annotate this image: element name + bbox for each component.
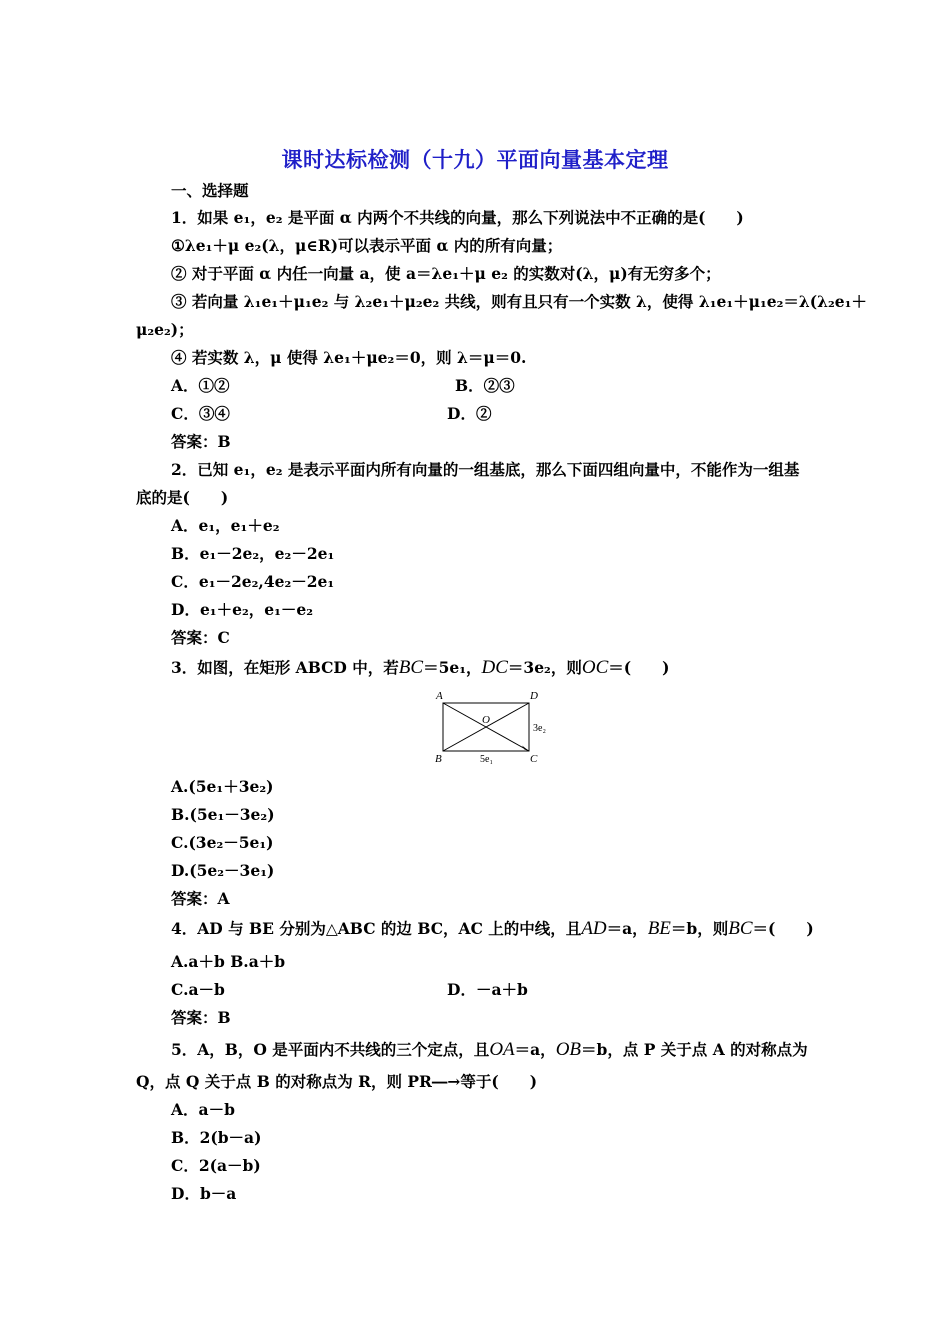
q4-option-d: D．－a＋b xyxy=(447,980,528,999)
label-3e2: 3e₂ xyxy=(533,723,546,734)
q3-option-a: A.(5e₁＋3e₂) xyxy=(171,777,274,796)
vector-oa: OA xyxy=(489,1039,515,1060)
label-d: D xyxy=(530,690,538,702)
q5-stem-part-3: ＝b，点 P 关于点 A 的对称点为 xyxy=(581,1040,808,1059)
q4-option-c: C.a－b xyxy=(171,980,225,999)
q1-option-b: B．②③ xyxy=(455,376,515,395)
q3-stem-part-4: ＝( ) xyxy=(608,658,670,677)
vector-oc: OC xyxy=(581,657,609,678)
section-heading: 一、选择题 xyxy=(171,182,249,200)
rectangle-figure xyxy=(430,685,570,770)
q5-stem-part-2: ＝a， xyxy=(514,1040,556,1059)
q1-answer: 答案：B xyxy=(171,432,231,451)
label-5e1: 5e₁ xyxy=(480,754,493,765)
q1-option-a: A．①② xyxy=(171,376,230,395)
q4-stem-part-4: ＝( ) xyxy=(752,919,814,938)
vector-ad: AD xyxy=(581,918,607,939)
page-title: 课时达标检测（十九）平面向量基本定理 xyxy=(281,148,669,172)
q5-stem xyxy=(171,1039,808,1061)
q4-stem-part-3: ＝b，则 xyxy=(670,919,729,938)
q2-option-b: B．e₁－2e₂，e₂－2e₁ xyxy=(171,544,335,563)
q3-stem-part-1: 3．如图，在矩形 ABCD 中，若 xyxy=(171,658,399,677)
q5-option-b: B．2(b－a) xyxy=(171,1128,262,1147)
q1-statement-1: ①λe₁＋μ e₂(λ，μ∈R)可以表示平面 α 内的所有向量； xyxy=(171,236,563,255)
vector-be: BE xyxy=(647,918,671,939)
q5-option-c: C．2(a－b) xyxy=(171,1156,261,1175)
q1-statement-3: ③ 若向量 λ₁e₁＋μ₁e₂ 与 λ₂e₁＋μ₂e₂ 共线，则有且只有一个实数 λ，使得 λ₁e₁＋μ₁e₂＝λ(λ₂e₁＋ xyxy=(171,292,867,311)
q4-answer: 答案：B xyxy=(171,1008,231,1027)
q1-option-c: C．③④ xyxy=(171,404,230,423)
q3-stem-part-3: ＝3e₂，则 xyxy=(507,658,582,677)
q2-option-d: D．e₁＋e₂，e₁－e₂ xyxy=(171,600,314,619)
q1-statement-3-cont: μ₂e₂)； xyxy=(136,320,194,339)
label-a: A xyxy=(436,690,443,702)
q4-option-ab: A.a＋b B.a＋b xyxy=(171,952,286,971)
q3-stem-part-2: ＝5e₁， xyxy=(423,658,482,677)
vector-dc: DC xyxy=(481,657,508,678)
q5-stem-cont: Q，点 Q 关于点 B 的对称点为 R，则 PR―→等于( ) xyxy=(136,1072,538,1091)
q4-stem xyxy=(171,918,814,940)
q2-option-a: A．e₁，e₁＋e₂ xyxy=(171,516,280,535)
q2-stem-cont: 底的是( ) xyxy=(136,488,229,507)
q5-option-d: D．b－a xyxy=(171,1184,237,1203)
q3-option-b: B.(5e₁－3e₂) xyxy=(171,805,275,824)
q1-option-d: D．② xyxy=(447,404,492,423)
q3-answer: 答案：A xyxy=(171,889,230,908)
q5-option-a: A．a－b xyxy=(171,1100,235,1119)
q3-option-d: D.(5e₂－3e₁) xyxy=(171,861,275,880)
q1-statement-4: ④ 若实数 λ，μ 使得 λe₁＋μe₂＝0，则 λ＝μ＝0. xyxy=(171,348,527,367)
q2-stem: 2．已知 e₁，e₂ 是表示平面内所有向量的一组基底，那么下面四组向量中，不能作为一组基 xyxy=(171,460,800,479)
vector-ob: OB xyxy=(555,1039,582,1060)
q3-option-c: C.(3e₂－5e₁) xyxy=(171,833,274,852)
q4-stem-part-1: 4．AD 与 BE 分别为△ABC 的边 BC，AC 上的中线，且 xyxy=(171,919,582,938)
label-o: O xyxy=(482,714,490,726)
label-c: C xyxy=(530,753,538,765)
q3-stem xyxy=(171,657,669,679)
q4-stem-part-2: ＝a， xyxy=(606,919,648,938)
q2-answer: 答案：C xyxy=(171,628,230,647)
q5-stem-part-1: 5．A，B，O 是平面内不共线的三个定点，且 xyxy=(171,1040,490,1059)
vector-bc: BC xyxy=(398,657,424,678)
vector-bc-q4: BC xyxy=(728,918,753,939)
q1-statement-2: ② 对于平面 α 内任一向量 a，使 a＝λe₁＋μ e₂ 的实数对(λ，μ)有无穷多个； xyxy=(171,264,721,283)
label-b: B xyxy=(435,753,442,765)
q1-stem: 1．如果 e₁，e₂ 是平面 α 内两个不共线的向量，那么下列说法中不正确的是( ) xyxy=(171,208,744,227)
q2-option-c: C．e₁－2e₂,4e₂－2e₁ xyxy=(171,572,335,591)
